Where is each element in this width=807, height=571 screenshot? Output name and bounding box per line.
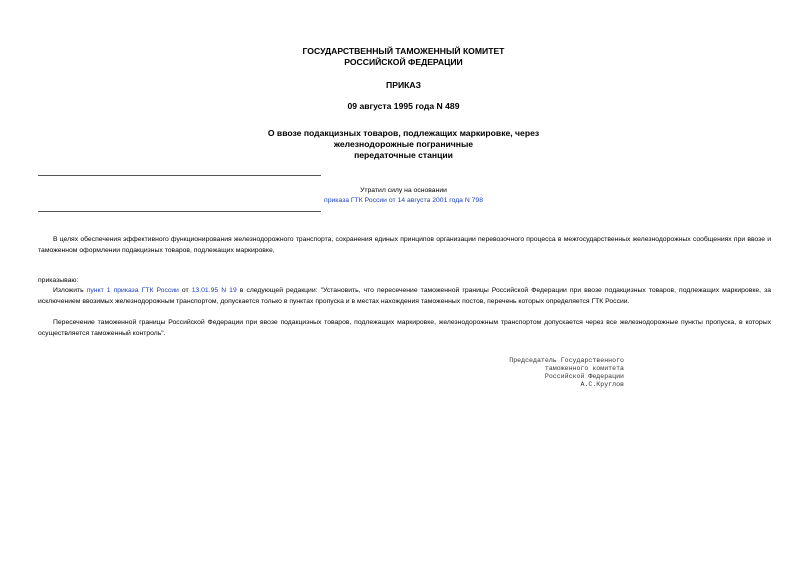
signature-line3: Российской Федерации — [544, 373, 624, 380]
org-name-line1: ГОСУДАРСТВЕННЫЙ ТАМОЖЕННЫЙ КОМИТЕТ — [302, 46, 505, 56]
status-text: Утратил силу на основании — [360, 187, 447, 194]
item1-text: в следующей редакции: "Установить, что пересечение таможенной границы Российской Федерации при ввозе подакцизных товаров, подлежащих маркировке, за исключением ввозимых железнодорожным транспортом, допускается только в пунктах пропуска и в местах нахождения таможенных постов, перечень которых определяется ГТК России. — [38, 287, 771, 305]
doc-title-line3: передаточные станции — [354, 150, 453, 160]
date-number-label: 09 августа 1995 года N 489 — [347, 101, 460, 111]
doc-title-line1: О ввозе подакцизных товаров, подлежащих маркировке, через — [267, 128, 540, 138]
divider-bottom — [38, 211, 321, 212]
doc-title — [0, 128, 807, 161]
signature-block — [440, 357, 624, 389]
item1-mid: от — [181, 287, 189, 294]
doc-type — [0, 80, 807, 91]
signature-line1: Председатель Государственного — [509, 357, 624, 364]
preamble-paragraph: В целях обеспечения эффективного функционирования железнодорожного транспорта, сохранения единых принципов организации перевозочного процесса в межгосударственных железнодорожных сообщениях при ввозе и таможенном оформлении подакцизных товаров, подлежащих маркировке, — [38, 236, 771, 254]
order-word: приказываю: — [38, 277, 79, 284]
signature-line2: таможенного комитета — [544, 365, 624, 372]
signature-name: А.С.Круглов — [580, 381, 624, 388]
repeal-order-link[interactable]: приказа ГТК России от 14 августа 2001 года N 798 — [324, 197, 483, 204]
item1-paragraph — [38, 285, 771, 307]
status-link-line — [0, 196, 807, 206]
document-header — [0, 46, 807, 68]
doc-type-label: ПРИКАЗ — [386, 80, 421, 90]
gtk-order-date-link[interactable]: 13.01.95 N 19 — [191, 287, 237, 294]
doc-date-number — [0, 101, 807, 112]
item2-paragraph: Пересечение таможенной границы Российской Федерации при ввозе подакцизных товаров, подлежащих маркировке, железнодорожным транспортом допускается через все железнодорожные пункты пропуска, в которых осуществляется таможенный контроль". — [38, 319, 771, 337]
item1-prefix: Изложить — [53, 287, 84, 294]
divider-top — [38, 175, 321, 176]
gtk-order-point1-link[interactable]: пункт 1 приказа ГТК России — [86, 287, 179, 294]
doc-title-line2: железнодорожные пограничные — [333, 139, 474, 149]
org-name-line2: РОССИЙСКОЙ ФЕДЕРАЦИИ — [344, 57, 463, 67]
